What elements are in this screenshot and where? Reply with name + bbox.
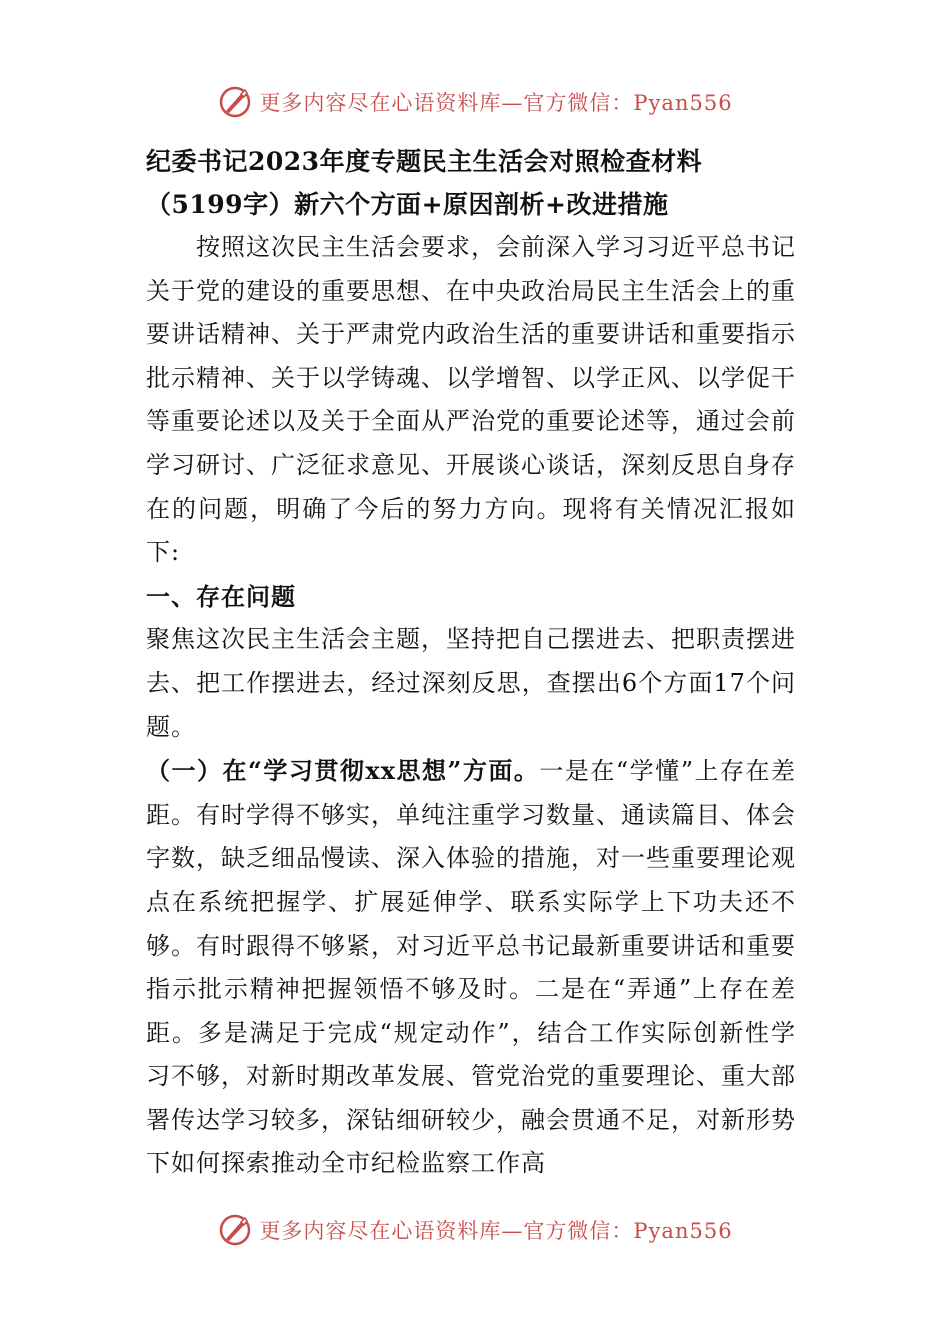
document-title: 纪委书记2023年度专题民主生活会对照检查材料（5199字）新六个方面+原因剖析+改进措施 (146, 147, 703, 219)
item-1-paragraph (146, 749, 796, 1186)
section-heading-1: 一、存在问题 (146, 581, 296, 611)
watermark-banner-top (0, 82, 950, 122)
watermark-text: 更多内容尽在心语资料库—官方微信：Pyan556 (259, 91, 733, 115)
document-body (146, 140, 796, 1186)
section-1-intro-paragraph: 聚焦这次民主生活会主题，坚持把自己摆进去、把职责摆进去、把工作摆进去，经过深刻反思，查摆出6个方面17个问题。 (146, 625, 796, 741)
item-1-lead: （一）在“学习贯彻xx思想”方面。 (146, 756, 540, 786)
brush-logo-icon (217, 84, 253, 120)
brush-logo-icon (217, 1212, 253, 1248)
watermark-banner-bottom (0, 1210, 950, 1250)
item-1-body: 一是在“学懂”上存在差距。有时学得不够实，单纯注重学习数量、通读篇目、体会字数，缺乏细品慢读、深入体验的措施，对一些重要理论观点在系统把握学、扩展延伸学、联系实际学上下功夫还不够。有时跟得不够紧，对习近平总书记最新重要讲话和重要指示批示精神把握领悟不够及时。二是在“弄通”上存在差距。多是满足于完成“规定动作”，结合工作实际创新性学习不够，对新时期改革发展、管党治党的重要理论、重大部署传达学习较多，深钻细研较少，融会贯通不足，对新形势下如何探索推动全市纪检监察工作高 (146, 757, 796, 1178)
intro-paragraph: 按照这次民主生活会要求，会前深入学习习近平总书记关于党的建设的重要思想、在中央政治局民主生活会上的重要讲话精神、关于严肃党内政治生活的重要讲话和重要指示批示精神、关于以学铸魂、以学增智、以学正风、以学促干等重要论述以及关于全面从严治党的重要论述等，通过会前学习研讨、广泛征求意见、开展谈心谈话，深刻反思自身存在的问题，明确了今后的努力方向。现将有关情况汇报如下: (146, 233, 796, 567)
watermark-text: 更多内容尽在心语资料库—官方微信：Pyan556 (259, 1219, 733, 1243)
